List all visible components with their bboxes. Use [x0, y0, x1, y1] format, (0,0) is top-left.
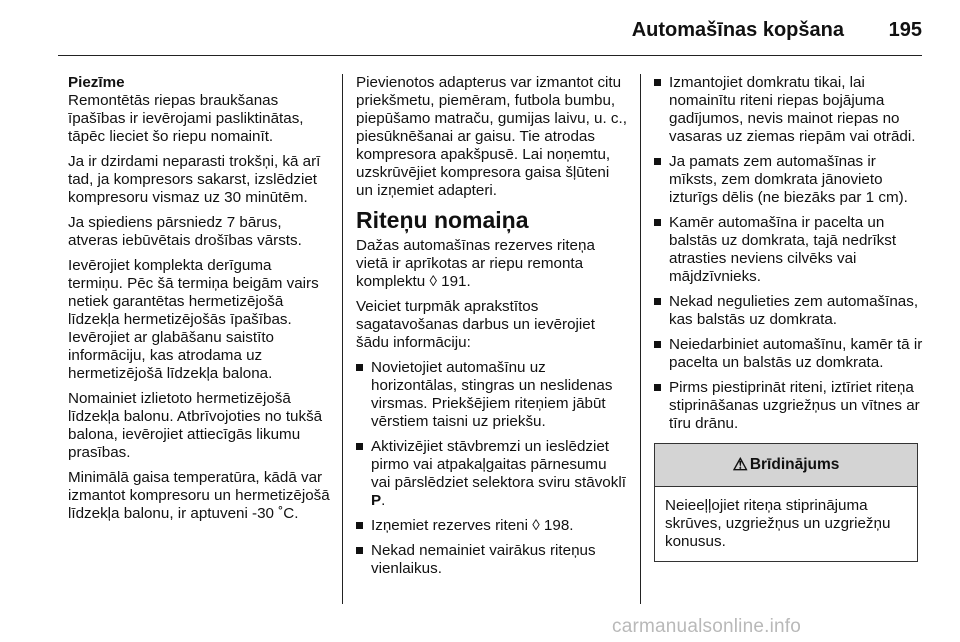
warning-box	[654, 443, 918, 562]
list-item-text: Pirms piestiprināt riteni, iztīriet riteņa stiprināšanas uzgriežņus un vītnes ar tīru drānu.	[669, 379, 920, 432]
note-paragraph: Minimālā gaisa temperatūra, kādā var izmantot kompresoru un hermetizējošā līdzekļa balonu, ir aptuveni -30 ˚C.	[68, 469, 330, 522]
column-divider-1	[342, 74, 343, 604]
warning-header	[655, 444, 917, 487]
note-paragraph: Ja spiediens pārsniedz 7 bārus, atveras iebūvētais drošības vārsts.	[68, 214, 302, 249]
bullet-square-icon	[654, 298, 661, 305]
page-header	[0, 0, 960, 60]
bullet-square-icon	[654, 341, 661, 348]
list-item	[654, 293, 924, 329]
bullet-square-icon	[654, 384, 661, 391]
warning-text: Neieeļļojiet riteņa stiprinājuma skrūves, uzgriežņus un uzgriežņu konusus.	[665, 497, 891, 550]
watermark-text: carmanualsonline.info	[612, 616, 802, 637]
note-paragraph: Ievērojiet komplekta derīguma termiņu. Pēc šā termiņa beigām vairs netiek garantētas hermetizējošā līdzekļa hermetizējošās īpašības. Ievērojiet ar glabāšanu saistīto informāciju, kas atrodama uz hermetizējošā līdzekļa balona.	[68, 257, 319, 382]
column-divider-2	[640, 74, 641, 604]
column-right	[654, 74, 924, 562]
bullet-square-icon	[356, 443, 363, 450]
section-title: Riteņu nomaiņa	[356, 207, 529, 233]
list-item-text: Izmantojiet domkratu tikai, lai nomainītu riteni riepas bojājuma gadījumos, nevis mainot riepas no vasaras uz ziemas riepām vai otrādi.	[669, 74, 916, 145]
list-item	[356, 438, 628, 510]
list-item	[356, 542, 628, 578]
note-heading: Piezīme	[68, 74, 125, 91]
preparation-list	[356, 359, 628, 578]
list-item	[654, 214, 924, 286]
list-item-text: Novietojiet automašīnu uz horizontālas, stingras un neslidenas virsmas. Priekšējiem riteņiem jābūt vērstiem taisni uz priekšu.	[371, 359, 613, 430]
list-item-text: Ja pamats zem automašīnas ir mīksts, zem domkrata jānovieto izturīgs dēlis (ne biezāks par 1 cm).	[669, 153, 908, 206]
list-item	[654, 379, 924, 433]
header-title: Automašīnas kopšana	[631, 19, 844, 41]
note-paragraph: Ja ir dzirdami neparasti trokšņi, kā arī tad, ja kompresors sakarst, izslēdziet kompresoru vismaz uz 30 minūtēm.	[68, 153, 321, 206]
list-item-text: Neiedarbiniet automašīnu, kamēr tā ir pacelta un balstās uz domkrata.	[669, 336, 923, 371]
bullet-square-icon	[654, 79, 661, 86]
list-item-text: Nekad nemainiet vairākus riteņus vienlaikus.	[371, 542, 596, 577]
gear-position-letter: P	[371, 492, 382, 509]
list-item	[356, 517, 628, 535]
list-item-text: Aktivizējiet stāvbremzi un ieslēdziet pirmo vai atpakaļgaitas pārnesumu vai pārslēdziet selektora sviru stāvoklī	[371, 438, 626, 491]
page-number: 195	[888, 19, 922, 41]
intro-paragraph: Veiciet turpmāk aprakstītos sagatavošanas darbus un ievērojiet šādu informāciju:	[356, 298, 595, 351]
adapter-paragraph: Pievienotos adapterus var izmantot citu priekšmetu, piemēram, futbola bumbu, piepūšamo matraču, gumijas laivu, u. c., piesūknēšanai ar gaisu. Tie atrodas kompresora apakšpusē. Lai noņemtu, uzskrūvējiet kompresora gaisa šļūteni un izņemiet adapteri.	[356, 74, 627, 199]
list-item-text: Kamēr automašīna ir pacelta un balstās uz domkrata, tajā nedrīkst atrasties neviens cilvēks vai mājdzīvnieks.	[669, 214, 897, 285]
warning-triangle-icon: ⚠	[732, 455, 748, 474]
list-item	[356, 359, 628, 431]
column-left	[68, 74, 330, 530]
column-middle	[356, 74, 628, 585]
bullet-square-icon	[356, 522, 363, 529]
list-item	[654, 74, 924, 146]
note-paragraph: Nomainiet izlietoto hermetizējošā līdzekļa balonu. Atbrīvojoties no tukšā balona, ievērojiet attiecīgās likumu prasības.	[68, 390, 323, 461]
bullet-square-icon	[654, 219, 661, 226]
list-item	[654, 153, 924, 207]
bullet-square-icon	[356, 364, 363, 371]
note-paragraph: Remontētās riepas braukšanas īpašības ir ievērojami pasliktinātas, tāpēc lieciet šo riepu nomainīt.	[68, 92, 304, 145]
list-item-text-end: .	[381, 492, 386, 509]
list-item-text: Nekad negulieties zem automašīnas, kas balstās uz domkrata.	[669, 293, 919, 328]
bullet-square-icon	[654, 158, 661, 165]
bullet-square-icon	[356, 547, 363, 554]
list-item-text: Izņemiet rezerves riteni ◊ 198.	[371, 517, 574, 534]
intro-paragraph: Dažas automašīnas rezerves riteņa vietā ir aprīkotas ar riepu remonta komplektu ◊ 191.	[356, 237, 595, 290]
header-divider	[58, 55, 922, 56]
list-item	[654, 336, 924, 372]
safety-list	[654, 74, 924, 433]
warning-title: Brīdinājums	[749, 456, 840, 473]
